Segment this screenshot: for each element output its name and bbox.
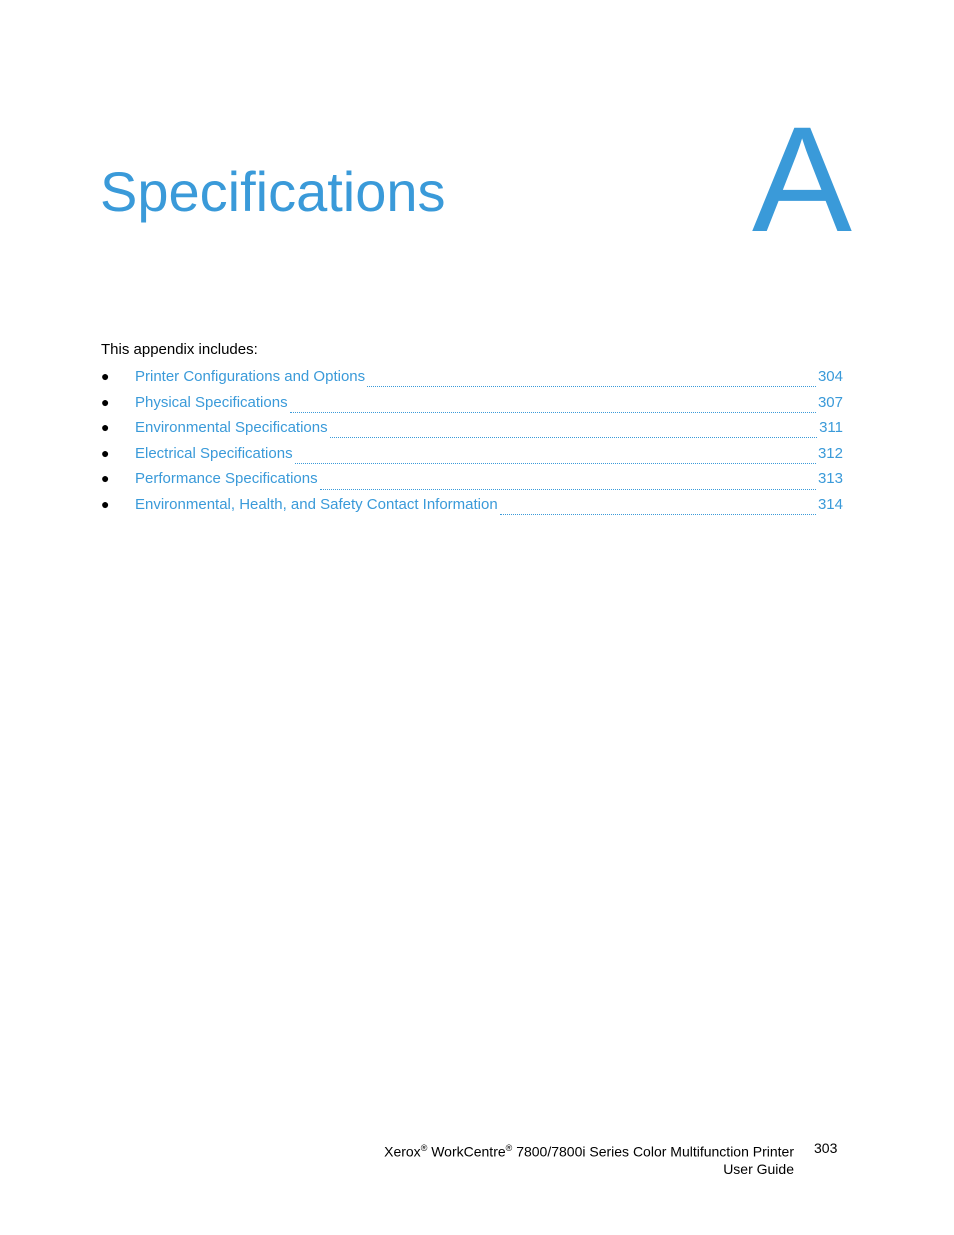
footer-product-line [384,1140,794,1161]
dot-leader [500,502,816,515]
toc-page-number[interactable]: 307 [817,393,843,411]
toc-link[interactable]: Environmental Specifications [135,419,328,437]
toc-page-number[interactable]: 312 [817,444,843,462]
toc-item [101,468,843,494]
chapter-letter: A [751,95,852,263]
toc-item [101,417,843,443]
intro-text: This appendix includes: [101,341,258,358]
dot-leader [290,400,816,413]
bullet-icon: ● [101,393,110,410]
chapter-title: Specifications [100,160,446,223]
registered-mark: ® [420,1143,428,1153]
bullet-icon: ● [101,419,110,436]
footer-product-rest: 7800/7800i Series Color Multifunction Printer [516,1143,794,1160]
toc-list [101,366,843,520]
toc-item [101,443,843,469]
registered-mark: ® [505,1143,513,1153]
toc-item [101,494,843,520]
toc-item [101,366,843,392]
footer-product: WorkCentre [431,1143,506,1160]
footer-guide: User Guide [723,1160,794,1177]
footer-brand: Xerox [384,1143,421,1160]
footer-product-info [384,1140,794,1178]
toc-page-number[interactable]: 313 [817,470,843,488]
bullet-icon: ● [101,495,110,512]
toc-link[interactable]: Electrical Specifications [135,444,293,462]
bullet-icon: ● [101,444,110,461]
dot-leader [330,425,817,438]
bullet-icon: ● [101,470,110,487]
toc-page-number[interactable]: 311 [819,419,843,437]
bullet-icon: ● [101,368,110,384]
toc-page-number[interactable]: 304 [817,368,843,385]
toc-page-number[interactable]: 314 [817,495,843,513]
toc-link[interactable]: Printer Configurations and Options [135,368,366,385]
toc-item [101,392,843,418]
toc-link[interactable]: Performance Specifications [135,470,318,488]
dot-leader [320,477,816,490]
dot-leader [295,451,816,464]
toc-link[interactable]: Physical Specifications [135,393,288,411]
toc-link[interactable]: Environmental, Health, and Safety Contact Information [135,495,498,513]
footer-page-number: 303 [814,1140,838,1156]
dot-leader [367,374,816,387]
